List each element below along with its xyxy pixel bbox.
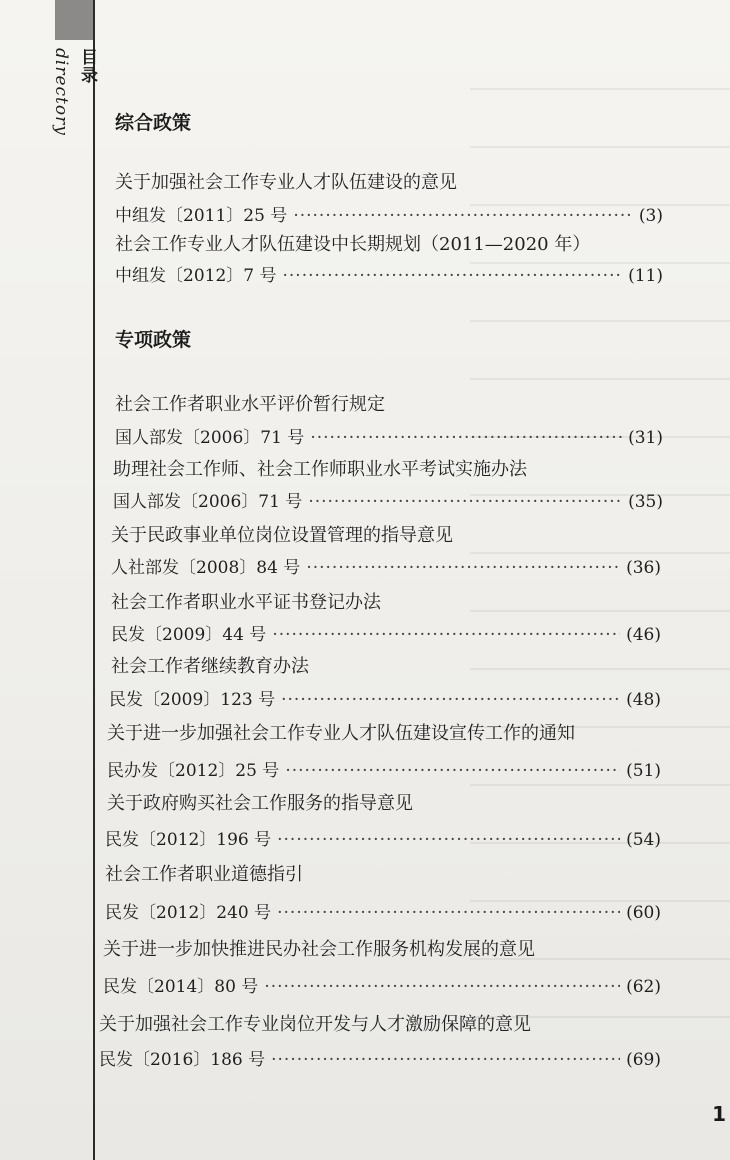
- leader-dots: [308, 492, 622, 512]
- toc-label-cn: 目录: [77, 48, 97, 84]
- toc-entry-ref[interactable]: [115, 423, 663, 448]
- doc-number: 民发〔2009〕44 号: [111, 625, 267, 645]
- leader-dots: [285, 761, 620, 781]
- table-of-contents: [99, 0, 665, 1160]
- leader-dots: [293, 206, 633, 226]
- margin-rule: [93, 0, 95, 1160]
- toc-entry-title[interactable]: 关于加强社会工作专业岗位开发与人才激励保障的意见: [99, 1014, 531, 1035]
- toc-entry-ref[interactable]: [111, 620, 661, 645]
- toc-entry-ref[interactable]: [107, 756, 661, 781]
- page-ref: (69): [626, 1050, 661, 1070]
- page-ref: (48): [626, 690, 661, 710]
- toc-entry-title[interactable]: 社会工作者职业水平证书登记办法: [111, 592, 381, 613]
- doc-number: 国人部发〔2006〕71 号: [113, 492, 303, 512]
- page-ref: (35): [628, 492, 663, 512]
- toc-entry-title[interactable]: 关于政府购买社会工作服务的指导意见: [107, 793, 413, 814]
- toc-entry-title[interactable]: 关于民政事业单位岗位设置管理的指导意见: [111, 525, 453, 546]
- doc-number: 民发〔2012〕240 号: [105, 903, 272, 923]
- leader-dots: [272, 625, 620, 645]
- toc-entry-title[interactable]: 关于进一步加强社会工作专业人才队伍建设宣传工作的通知: [107, 723, 575, 744]
- doc-number: 民发〔2012〕196 号: [105, 830, 272, 850]
- toc-entry-ref[interactable]: [105, 898, 661, 923]
- toc-entry-title[interactable]: 社会工作者职业水平评价暂行规定: [115, 394, 385, 415]
- page-number: 1: [712, 1102, 726, 1126]
- toc-entry-ref[interactable]: [111, 553, 661, 578]
- toc-entry-ref[interactable]: [115, 261, 663, 286]
- leader-dots: [277, 830, 620, 850]
- doc-number: 中组发〔2012〕7 号: [115, 266, 277, 286]
- doc-number: 中组发〔2011〕25 号: [115, 206, 288, 226]
- leader-dots: [281, 690, 620, 710]
- page-ref: (54): [626, 830, 661, 850]
- toc-entry-title[interactable]: 关于加强社会工作专业人才队伍建设的意见: [115, 172, 457, 193]
- toc-entry-title[interactable]: 助理社会工作师、社会工作师职业水平考试实施办法: [113, 459, 527, 480]
- page-ref: (31): [628, 428, 663, 448]
- doc-number: 国人部发〔2006〕71 号: [115, 428, 305, 448]
- leader-dots: [282, 266, 622, 286]
- doc-number: 民办发〔2012〕25 号: [107, 761, 280, 781]
- page-ref: (3): [638, 206, 663, 226]
- toc-entry-title[interactable]: 社会工作专业人才队伍建设中长期规划（2011—2020 年）: [115, 234, 591, 255]
- toc-entry-ref[interactable]: [105, 825, 661, 850]
- page-ref: (60): [626, 903, 661, 923]
- toc-label-en: directory: [51, 48, 71, 136]
- leader-dots: [264, 977, 620, 997]
- doc-number: 民发〔2009〕123 号: [109, 690, 276, 710]
- toc-entry-ref[interactable]: [115, 201, 663, 226]
- doc-number: 民发〔2016〕186 号: [99, 1050, 266, 1070]
- toc-entry-ref[interactable]: [113, 487, 663, 512]
- toc-entry-ref[interactable]: [99, 1045, 661, 1070]
- toc-entry-ref[interactable]: [103, 972, 661, 997]
- page-ref: (51): [626, 761, 661, 781]
- page-ref: (62): [626, 977, 661, 997]
- page-ref: (11): [628, 266, 663, 286]
- doc-number: 民发〔2014〕80 号: [103, 977, 259, 997]
- toc-entry-title[interactable]: 关于进一步加快推进民办社会工作服务机构发展的意见: [103, 939, 535, 960]
- section-tab-marker: [55, 0, 93, 40]
- leader-dots: [310, 428, 622, 448]
- section-title-comprehensive: 综合政策: [115, 112, 192, 134]
- page-ref: (46): [626, 625, 661, 645]
- leader-dots: [306, 558, 620, 578]
- page-ref: (36): [626, 558, 661, 578]
- leader-dots: [271, 1050, 620, 1070]
- section-title-special: 专项政策: [115, 329, 192, 351]
- toc-entry-ref[interactable]: [109, 685, 661, 710]
- toc-side-label: [48, 48, 100, 136]
- leader-dots: [277, 903, 620, 923]
- doc-number: 人社部发〔2008〕84 号: [111, 558, 301, 578]
- toc-entry-title[interactable]: 社会工作者继续教育办法: [111, 656, 309, 677]
- toc-entry-title[interactable]: 社会工作者职业道德指引: [105, 864, 303, 885]
